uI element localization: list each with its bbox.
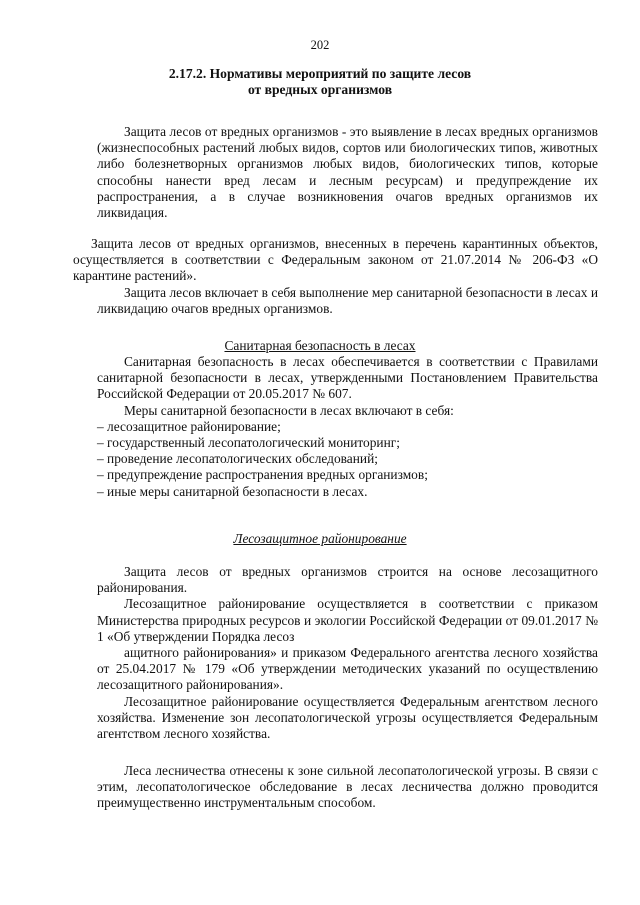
list-item: – иные меры санитарной безопасности в лесах. xyxy=(97,484,598,500)
list-item: – лесозащитное районирование; xyxy=(97,419,598,435)
sanitary-heading xyxy=(0,338,640,354)
section-title-line-2: от вредных организмов xyxy=(247,82,393,97)
zoning-paragraph-1: Защита лесов от вредных организмов строится на основе лесозащитного районирования. xyxy=(97,564,598,596)
intro-paragraph-1: Защита лесов от вредных организмов - это выявление в лесах вредных организмов (жизнеспособных растений любых видов, сортов или биологических типов, животных либо болезнетворных организмов любых видов, биологических типов, которые способны нанести вред лесам и лесным ресурсам) и предупреждение их распространения, а в случае возникновения очагов вредных организмов их ликвидация. xyxy=(97,124,598,221)
intro-paragraph-2-block xyxy=(73,236,598,285)
zoning-heading xyxy=(0,531,640,547)
sanitary-heading-text: Санитарная безопасность в лесах xyxy=(224,338,416,353)
intro-paragraph-3-block xyxy=(97,285,598,317)
intro-paragraph-3: Защита лесов включает в себя выполнение мер санитарной безопасности в лесах и ликвидацию очагов вредных организмов. xyxy=(97,285,598,317)
sanitary-paragraph-2: Меры санитарной безопасности в лесах включают в себя: xyxy=(124,402,454,418)
sanitary-paragraph-1: Санитарная безопасность в лесах обеспечивается в соответствии с Правилами санитарной безопасности в лесах, утвержденными Постановлением Правительства Российской Федерации от 20.05.2017 № 607. xyxy=(97,354,598,402)
intro-paragraph-2: Защита лесов от вредных организмов, внесенных в перечень карантинных объектов, осуществляется в соответствии с Федеральным законом от 21.07.2014 № 206-ФЗ «О карантине растений». xyxy=(73,236,598,284)
section-title-line-1: 2.17.2. Нормативы мероприятий по защите лесов xyxy=(168,66,472,81)
zoning-paragraph-3: Лесозащитное районирование осуществляется Федеральным агентством лесного хозяйства. Изменение зон лесопатологической угрозы осуществляется Федеральным агентством лесного хозяйства. xyxy=(97,693,598,742)
zoning-heading-text: Лесозащитное районирование xyxy=(233,531,407,546)
sanitary-block xyxy=(97,354,598,500)
zoning-paragraph-4-block xyxy=(97,763,598,812)
list-item: – государственный лесопатологический мониторинг; xyxy=(97,435,598,451)
zoning-paragraph-4: Леса лесничества отнесены к зоне сильной лесопатологической угрозы. В связи с этим, лесопатологическое обследование в лесах лесничества должно проводится преимущественно инструментальным способом. xyxy=(97,763,598,811)
page-number: 202 xyxy=(310,38,330,52)
intro-paragraph-1-block xyxy=(97,124,598,221)
zoning-paragraph-2a: Лесозащитное районирование осуществляется в соответствии с приказом Министерства природных ресурсов и экологии Российской Федерации от 09.01.2017 № 1 «Об утверждении Порядка лесоз xyxy=(97,596,598,644)
list-item: – проведение лесопатологических обследований; xyxy=(97,451,598,467)
sanitary-measures-list xyxy=(97,419,598,500)
zoning-block xyxy=(97,564,598,742)
zoning-paragraph-2b: ащитного районирования» и приказом Федерального агентства лесного хозяйства от 25.04.2017 № 179 «Об утверждении методических указаний по осуществлению лесозащитного районирования». xyxy=(97,645,598,693)
list-item: – предупреждение распространения вредных организмов; xyxy=(97,467,598,483)
